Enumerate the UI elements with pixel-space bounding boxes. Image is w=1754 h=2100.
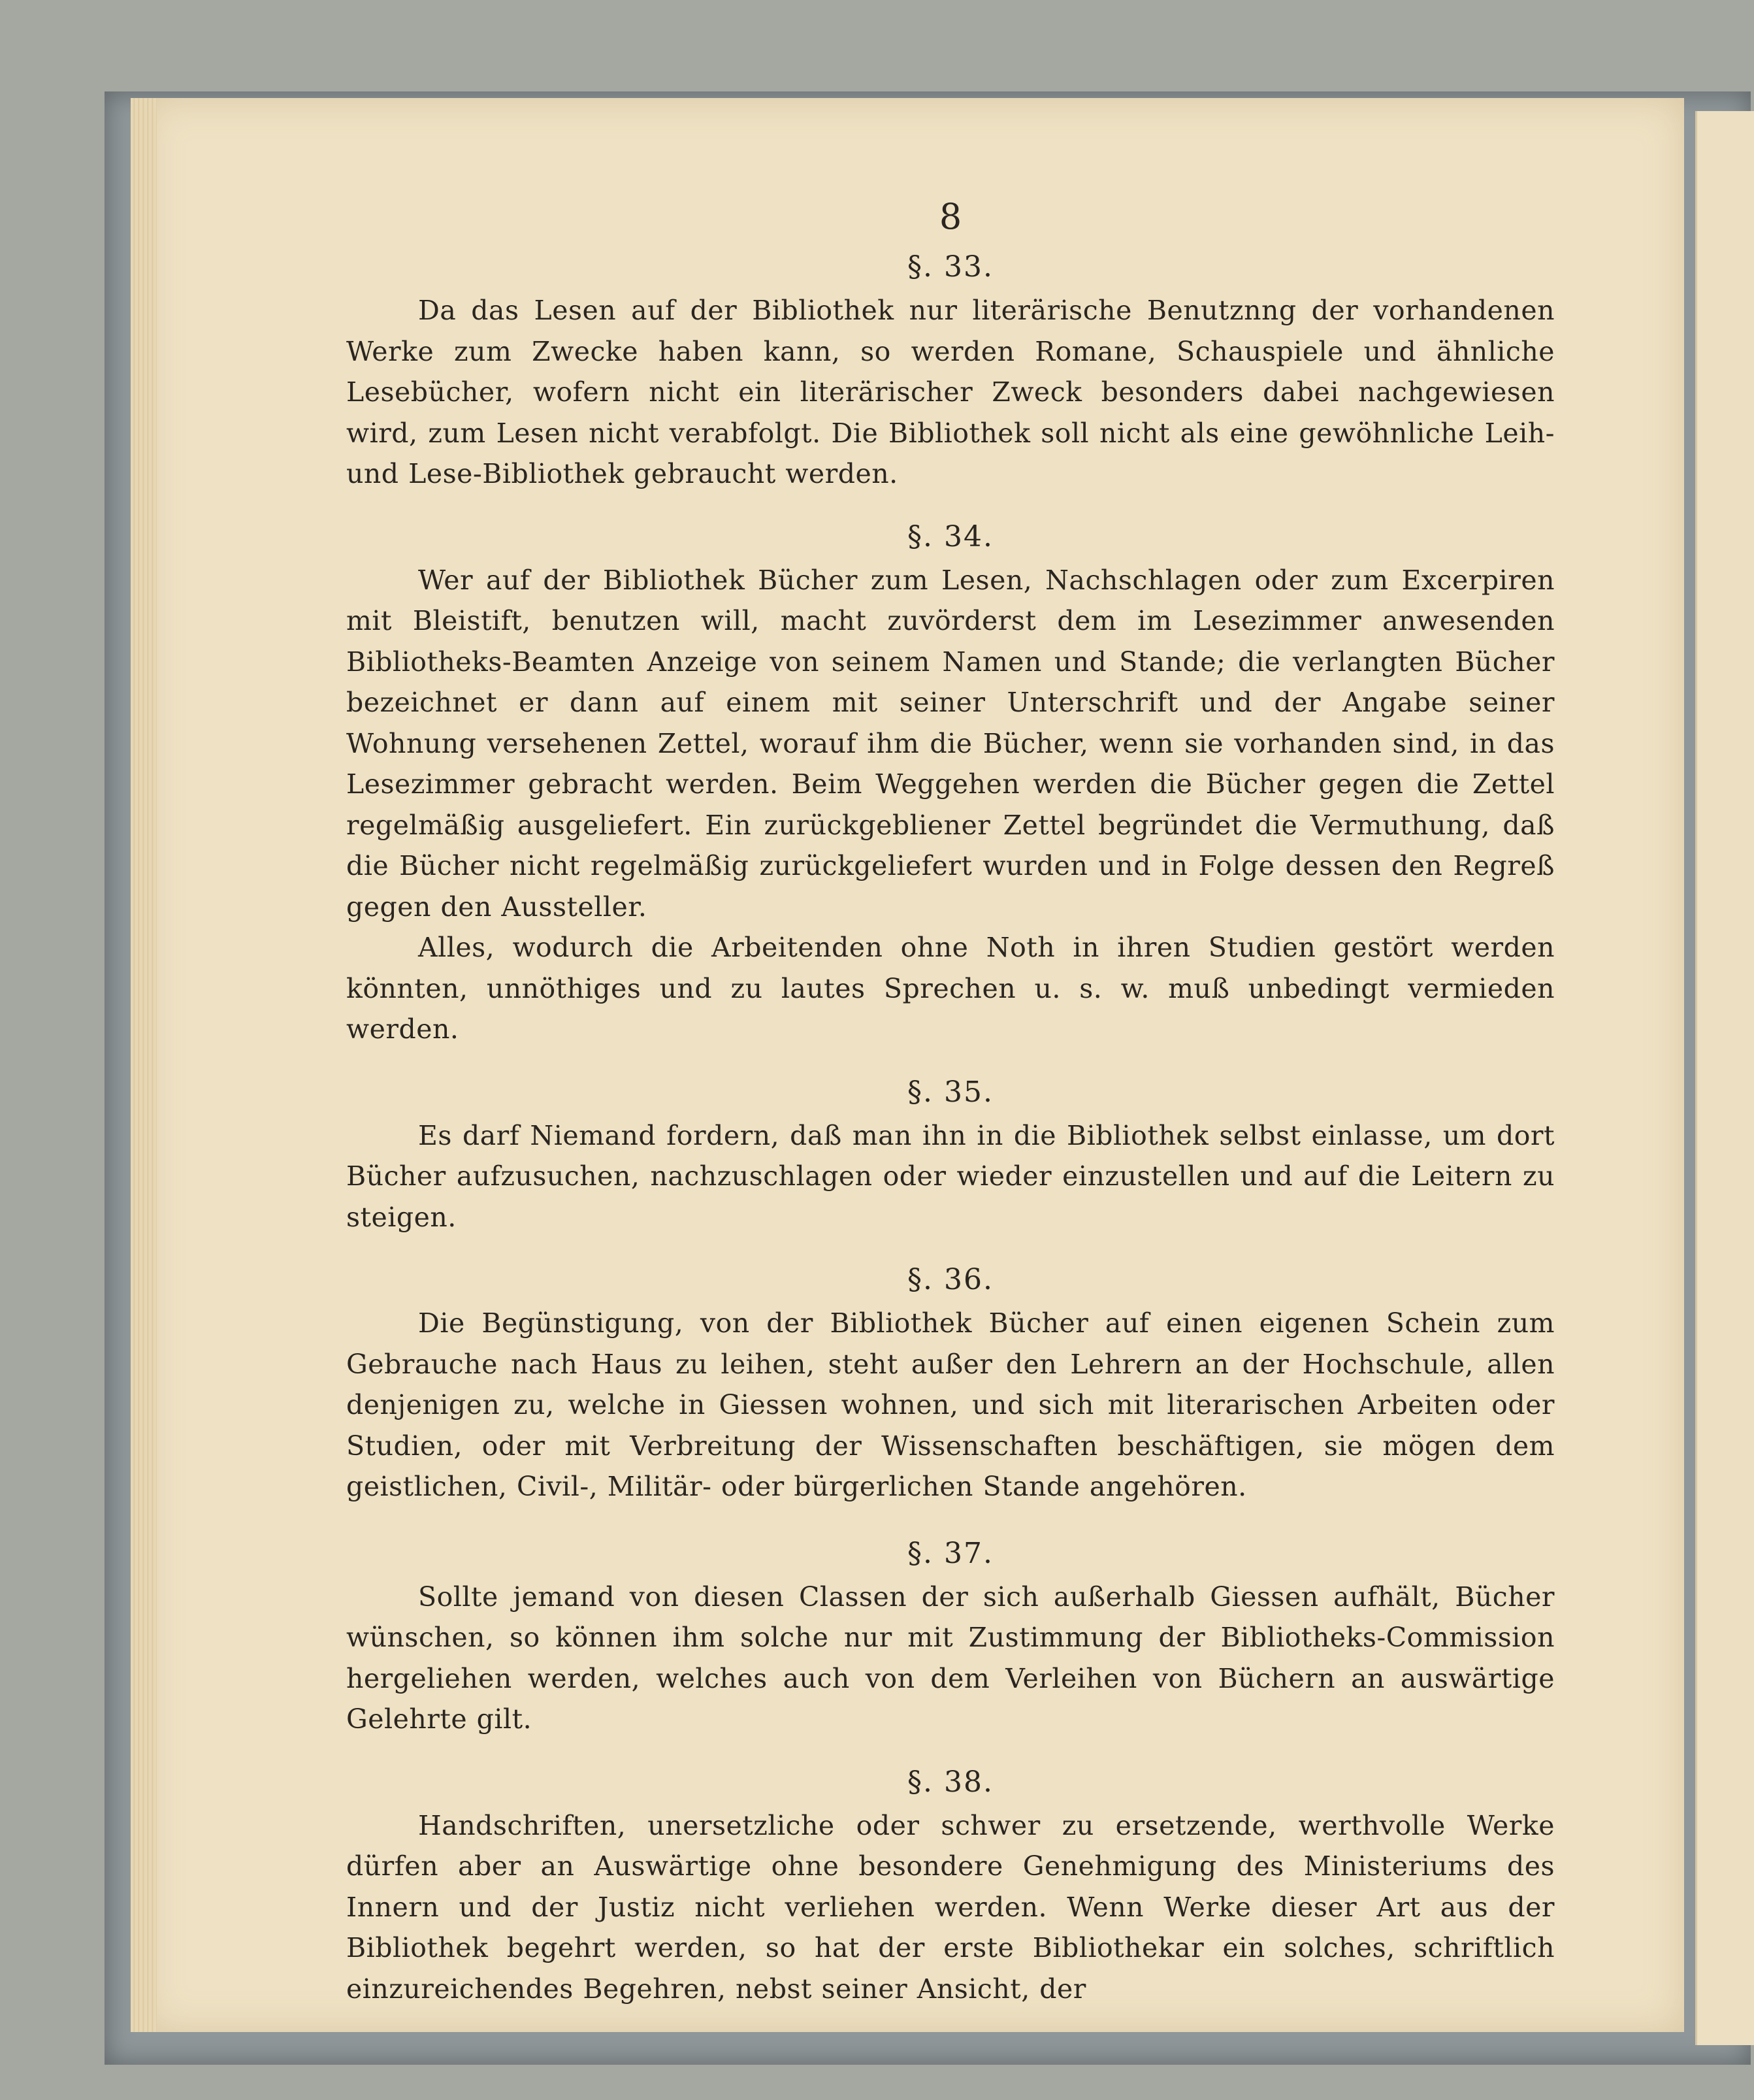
section-heading-37: §. 37. [907, 1536, 994, 1570]
section-36-paragraph: Die Begünstigung, von der Bibliothek Bücher auf einen eigenen Schein zum Gebrauche nach Haus zu leihen, steht außer den Lehrern an der Hochschule, allen denjenigen zu, welche in Giessen wohnen, und sich mit literarischen Arbeiten oder Studien, oder mit Verbreitung der Wissenschaften beschäftigen, sie mögen dem geistlichen, Civil-, Militär- oder bürgerlichen Stande angehören. [346, 1307, 1555, 1502]
section-heading-35: §. 35. [907, 1075, 994, 1109]
page-number: 8 [939, 196, 962, 237]
page-leaf-edges [131, 98, 157, 2032]
section-heading-33: §. 33. [907, 250, 994, 284]
adjacent-page-edge [1695, 111, 1754, 2045]
page-text-block [346, 189, 1555, 2009]
section-38-paragraph: Handschriften, unersetzliche oder schwer zu ersetzende, werthvolle Werke dürfen aber an Auswärtige ohne besondere Genehmigung des Ministeriums des Innern und der Justiz nicht verliehen werden. Wenn Werke dieser Art aus der Bibliothek begehrt werden, so hat der erste Bibliothekar ein solches, schriftlich einzureichendes Begehren, nebst seiner Ansicht, der [346, 1809, 1555, 2005]
section-37-paragraph: Sollte jemand von diesen Classen der sich außerhalb Giessen aufhält, Bücher wünschen, so können ihm solche nur mit Zustimmung der Bibliotheks-Commission hergeliehen werden, welches auch von dem Verleihen von Büchern an auswärtige Gelehrte gilt. [346, 1581, 1555, 1735]
section-35-paragraph: Es darf Niemand fordern, daß man ihn in die Bibliothek selbst einlasse, um dort Bücher aufzusuchen, nachzuschlagen oder wieder einzustellen und auf die Leitern zu steigen. [346, 1119, 1555, 1233]
section-34-paragraph-1: Wer auf der Bibliothek Bücher zum Lesen, Nachschlagen oder zum Excerpiren mit Bleistift, benutzen will, macht zuvörderst dem im Lesezimmer anwesenden Bibliotheks-Beamten Anzeige von seinem Namen und Stande; die verlangten Bücher bezeichnet er dann auf einem mit seiner Unterschrift und der Angabe seiner Wohnung versehenen Zettel, worauf ihm die Bücher, wenn sie vorhanden sind, in das Lesezimmer gebracht werden. Beim Weggehen werden die Bücher gegen die Zettel regelmäßig ausgeliefert. Ein zurückgebliener Zettel begründet die Vermuthung, daß die Bücher nicht regelmäßig zurückgeliefert wurden und in Folge dessen den Regreß gegen den Aussteller. [346, 564, 1555, 923]
section-heading-38: §. 38. [907, 1765, 994, 1799]
section-heading-34: §. 34. [907, 519, 994, 553]
section-heading-36: §. 36. [907, 1263, 994, 1296]
section-33-paragraph: Da das Lesen auf der Bibliothek nur literärische Benutznng der vorhandenen Werke zum Zwecke haben kann, so werden Romane, Schauspiele und ähnliche Lesebücher, wofern nicht ein literärischer Zweck besonders dabei nachgewiesen wird, zum Lesen nicht verabfolgt. Die Bibliothek soll nicht als eine gewöhnliche Leih- und Lese-Bibliothek gebraucht werden. [346, 295, 1555, 489]
section-34-paragraph-2: Alles, wodurch die Arbeitenden ohne Noth in ihren Studien gestört werden könnten, unnöthiges und zu lautes Sprechen u. s. w. muß unbedingt vermieden werden. [346, 932, 1555, 1045]
